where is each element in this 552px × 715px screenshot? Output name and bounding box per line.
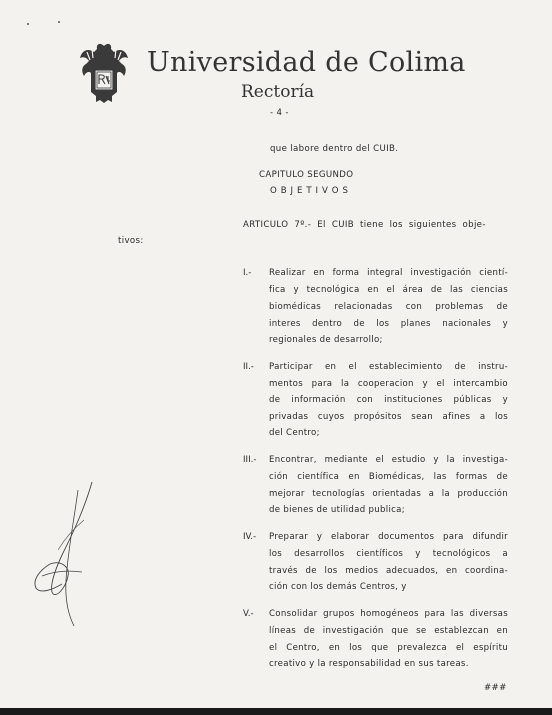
item-line: mentos para la cooperacion y el intercambio — [269, 379, 508, 389]
item-line: Participar en el establecimiento de instru- — [269, 362, 508, 372]
scan-speck — [58, 21, 60, 23]
item-line: del Centro; — [269, 428, 320, 438]
page-number: - 4 - — [270, 108, 289, 118]
chapter-title: CAPITULO SEGUNDO — [259, 170, 354, 180]
item-line: ción con los demás Centros, y — [269, 582, 407, 592]
chapter-subtitle: O B J E T I V O S — [270, 186, 349, 196]
item-numeral: I.- — [243, 268, 252, 278]
item-line: fica y tecnológica en el área de las ciencias — [269, 285, 508, 295]
item-line: interes dentro de los planes nacionales y — [269, 319, 508, 329]
item-line: privadas cuyos propósitos sean afines a los — [269, 412, 508, 422]
university-crest-icon — [78, 40, 130, 104]
item-line: regionales de desarrollo; — [269, 335, 383, 345]
item-line: biomédicas relacionadas con problemas de — [269, 302, 508, 312]
item-line: través de los medios adecuados, en coordina- — [269, 566, 508, 576]
institution-name: Universidad de Colima — [147, 47, 466, 78]
item-line: el Centro, en los que prevalezca el espíritu — [269, 643, 508, 653]
article-continuation: tivos: — [118, 236, 144, 246]
office-name: Rectoría — [241, 82, 315, 102]
item-line: mejorar tecnologías orientadas a la producción — [269, 489, 508, 499]
item-line: líneas de investigación que se establezcan en — [269, 626, 508, 636]
item-line: Consolidar grupos homogéneos para las diversas — [269, 609, 508, 619]
item-numeral: II.- — [243, 362, 254, 372]
article-heading: ARTICULO 7º.- El CUIB tiene los siguientes obje- — [243, 220, 486, 230]
item-line: ción científica en Biomédicas, las formas de — [269, 472, 508, 482]
item-line: los desarrollos científicos y tecnológicos a — [269, 549, 508, 559]
scan-edge — [0, 708, 552, 715]
item-line: de información con instituciones públicas y — [269, 395, 508, 405]
signature-mark — [22, 480, 112, 630]
scan-speck — [27, 23, 29, 25]
item-line: Preparar y elaborar documentos para difundir — [269, 532, 508, 542]
end-mark: ### — [484, 683, 507, 693]
item-line: Realizar en forma integral investigación cientí- — [269, 268, 508, 278]
item-line: creativo y la responsabilidad en sus tareas. — [269, 659, 469, 669]
item-line: Encontrar, mediante el estudio y la investiga- — [269, 455, 508, 465]
item-numeral: V.- — [243, 609, 254, 619]
item-numeral: IV.- — [243, 532, 257, 542]
item-line: de bienes de utilidad publica; — [269, 505, 405, 515]
intro-line: que labore dentro del CUIB. — [270, 144, 399, 154]
item-numeral: III.- — [243, 455, 257, 465]
